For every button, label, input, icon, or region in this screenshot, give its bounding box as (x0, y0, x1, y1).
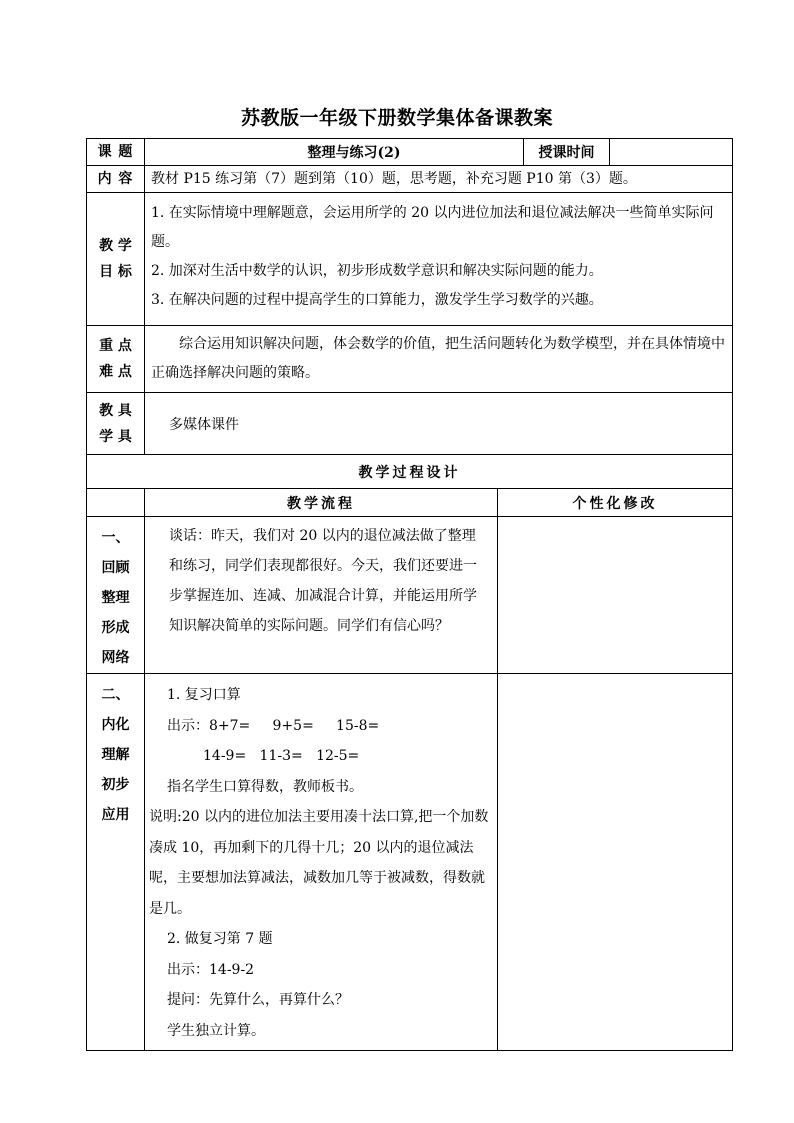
process-header: 教学流程 (145, 489, 498, 517)
step2-line: 2. 做复习第 7 题 (167, 931, 273, 947)
step2-line: 指名学生口算得数，教师板书。 (167, 778, 363, 795)
column-header-row (87, 489, 733, 517)
content-value: 教材 P15 练习第（7）题到第（10）题，思考题，补充习题 P10 第（3）题。 (145, 166, 733, 193)
step2-label: 二、 内化 理解 初步 应用 (87, 674, 145, 1051)
lesson-plan-table (86, 138, 733, 1051)
step1-text: 谈话：昨天，我们对 20 以内的退位减法做了整理和练习，同学们表现都很好。今天，我们还要进一步掌握连加、连减、加减混合计算，并能运用所学知识解决简单的实际问题。同学们有信心吗？ (145, 517, 498, 674)
time-label: 授课时间 (524, 139, 610, 166)
step2-modify-cell (498, 674, 733, 1051)
topic-label: 课 题 (87, 139, 145, 166)
goals-row (87, 193, 733, 326)
key-points-text: 综合运用知识解决问题，体会数学的价值，把生活问题转化为数学模型，并在具体情境中正确选择解决问题的策略。 (145, 326, 733, 393)
goals-label: 教 学 目 标 (87, 193, 145, 326)
goal-item: 1. 在实际情境中理解题意，会运用所学的 20 以内进位加法和退位减法解决一些简单实际问题。 (151, 205, 714, 250)
step2-line: 学生独立计算。 (167, 1022, 265, 1039)
content-row (87, 166, 733, 193)
design-header-row (87, 455, 733, 489)
document-title: 苏教版一年级下册数学集体备课教案 (240, 107, 553, 129)
tools-row (87, 393, 733, 455)
key-points-row (87, 326, 733, 393)
content-label: 内 容 (87, 166, 145, 193)
empty-header-cell (87, 489, 145, 517)
goal-item: 2. 加深对生活中数学的认识，初步形成数学意识和解决实际问题的能力。 (151, 263, 603, 279)
topic-row (87, 139, 733, 166)
key-points-label: 重 点 难 点 (87, 326, 145, 393)
step1-label: 一、 回顾 整理 形成 网络 (87, 517, 145, 674)
goal-item: 3. 在解决问题的过程中提高学生的口算能力，激发学生学习数学的兴趣。 (151, 292, 603, 308)
tools-text: 多媒体课件 (145, 393, 733, 455)
step1-row (87, 517, 733, 674)
goals-list (145, 193, 733, 326)
time-value (610, 139, 733, 166)
topic-value: 整理与练习(2) (145, 139, 524, 166)
step2-line: 出示：14-9-2 (167, 961, 255, 978)
tools-label: 教 具 学 具 (87, 393, 145, 455)
modify-header: 个性化修改 (498, 489, 733, 517)
design-header: 教学过程设计 (87, 455, 733, 489)
step2-text (145, 674, 498, 1051)
step2-line: 出示：8+7= 9+5= 15-8= (167, 717, 380, 734)
step1-modify-cell (498, 517, 733, 674)
step2-line: 14-9= 11-3= 12-5= (203, 748, 360, 764)
step2-line: 1. 复习口算 (167, 687, 241, 703)
step2-line: 提问：先算什么，再算什么？ (167, 992, 349, 1008)
step2-line: 说明:20 以内的进位加法主要用凑十法口算,把一个加数凑成 10，再加剩下的几得十几；20 以内的退位减法呢，主要想加法算减法，减数加几等于被减数，得数就是几。 (149, 809, 489, 917)
step2-row (87, 674, 733, 1051)
